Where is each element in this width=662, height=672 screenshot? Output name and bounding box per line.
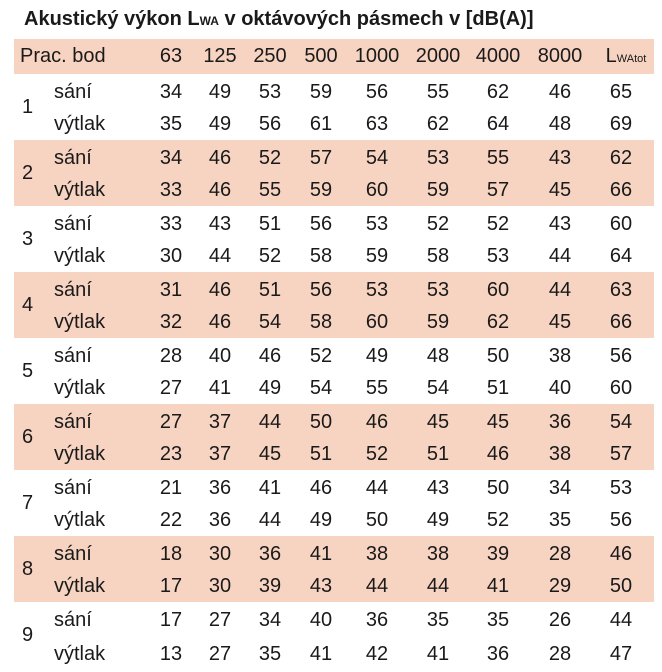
band-value-cell: 18 <box>159 543 183 565</box>
table-header-row <box>14 39 654 74</box>
band-value-cell: 44 <box>365 477 389 499</box>
band-value-cell: 39 <box>486 543 510 565</box>
band-value-cell: 53 <box>258 81 282 103</box>
row-type-label: výtlak <box>54 443 106 465</box>
band-value-cell: 28 <box>548 643 572 665</box>
band-value-cell: 49 <box>365 345 389 367</box>
title-suffix: v oktávových pásmech v [dB(A)] <box>218 8 534 30</box>
header-band: 4000 <box>475 45 521 67</box>
band-value-cell: 49 <box>309 509 333 531</box>
band-value-cell: 50 <box>309 411 333 433</box>
band-value-cell: 61 <box>309 113 333 135</box>
band-value-cell: 44 <box>548 245 572 267</box>
total-value-cell: 65 <box>609 81 633 103</box>
operating-point-number: 4 <box>22 294 34 316</box>
total-value-cell: 66 <box>609 311 633 333</box>
band-value-cell: 53 <box>426 279 450 301</box>
row-type-label: sání <box>54 345 92 367</box>
band-value-cell: 46 <box>365 411 389 433</box>
operating-point-number: 9 <box>22 624 34 646</box>
band-value-cell: 39 <box>258 575 282 597</box>
band-value-cell: 43 <box>208 213 232 235</box>
band-value-cell: 49 <box>426 509 450 531</box>
band-value-cell: 33 <box>159 179 183 201</box>
title-prefix: Akustický výkon L <box>24 8 200 30</box>
band-value-cell: 58 <box>309 311 333 333</box>
band-value-cell: 29 <box>548 575 572 597</box>
band-value-cell: 41 <box>309 643 333 665</box>
band-value-cell: 41 <box>208 377 232 399</box>
band-value-cell: 60 <box>365 311 389 333</box>
band-value-cell: 50 <box>486 345 510 367</box>
total-value-cell: 63 <box>609 279 633 301</box>
band-value-cell: 17 <box>159 575 183 597</box>
band-value-cell: 22 <box>159 509 183 531</box>
band-value-cell: 30 <box>159 245 183 267</box>
band-value-cell: 46 <box>258 345 282 367</box>
operating-point-group <box>14 272 654 338</box>
total-value-cell: 53 <box>609 477 633 499</box>
band-value-cell: 44 <box>426 575 450 597</box>
row-type-label: výtlak <box>54 113 106 135</box>
total-value-cell: 56 <box>609 345 633 367</box>
total-value-cell: 47 <box>609 643 633 665</box>
band-value-cell: 51 <box>426 443 450 465</box>
band-value-cell: 45 <box>548 179 572 201</box>
band-value-cell: 36 <box>548 411 572 433</box>
band-value-cell: 53 <box>426 147 450 169</box>
band-value-cell: 13 <box>159 643 183 665</box>
band-value-cell: 34 <box>258 609 282 631</box>
row-type-label: výtlak <box>54 643 106 665</box>
band-value-cell: 41 <box>258 477 282 499</box>
band-value-cell: 52 <box>258 245 282 267</box>
band-value-cell: 28 <box>548 543 572 565</box>
band-value-cell: 46 <box>208 279 232 301</box>
band-value-cell: 41 <box>486 575 510 597</box>
band-value-cell: 60 <box>486 279 510 301</box>
total-value-cell: 62 <box>609 147 633 169</box>
band-value-cell: 60 <box>365 179 389 201</box>
band-value-cell: 56 <box>309 279 333 301</box>
total-value-cell: 64 <box>609 245 633 267</box>
operating-point-group <box>14 206 654 272</box>
band-value-cell: 56 <box>258 113 282 135</box>
band-value-cell: 46 <box>309 477 333 499</box>
operating-point-group <box>14 74 654 140</box>
band-value-cell: 57 <box>486 179 510 201</box>
row-type-label: sání <box>54 609 92 631</box>
band-value-cell: 54 <box>365 147 389 169</box>
band-value-cell: 51 <box>486 377 510 399</box>
band-value-cell: 50 <box>486 477 510 499</box>
band-value-cell: 53 <box>365 213 389 235</box>
row-type-label: výtlak <box>54 575 106 597</box>
band-value-cell: 35 <box>426 609 450 631</box>
row-type-label: výtlak <box>54 179 106 201</box>
operating-point-number: 5 <box>22 360 34 382</box>
row-type-label: sání <box>54 213 92 235</box>
band-value-cell: 28 <box>159 345 183 367</box>
band-value-cell: 58 <box>309 245 333 267</box>
band-value-cell: 34 <box>159 81 183 103</box>
band-value-cell: 35 <box>258 643 282 665</box>
band-value-cell: 43 <box>426 477 450 499</box>
band-value-cell: 30 <box>208 543 232 565</box>
operating-point-number: 2 <box>22 162 34 184</box>
band-value-cell: 64 <box>486 113 510 135</box>
band-value-cell: 40 <box>309 609 333 631</box>
band-value-cell: 54 <box>258 311 282 333</box>
band-value-cell: 55 <box>258 179 282 201</box>
row-type-label: výtlak <box>54 311 106 333</box>
header-band: 500 <box>304 45 338 67</box>
operating-point-number: 6 <box>22 426 34 448</box>
band-value-cell: 62 <box>486 311 510 333</box>
band-value-cell: 27 <box>159 377 183 399</box>
title-subscript: WA <box>199 14 219 28</box>
band-value-cell: 62 <box>486 81 510 103</box>
sound-power-table <box>14 39 654 672</box>
band-value-cell: 46 <box>486 443 510 465</box>
band-value-cell: 56 <box>365 81 389 103</box>
header-band: 1000 <box>354 45 400 67</box>
band-value-cell: 50 <box>365 509 389 531</box>
row-type-label: sání <box>54 147 92 169</box>
band-value-cell: 46 <box>208 147 232 169</box>
band-value-cell: 26 <box>548 609 572 631</box>
operating-point-group <box>14 602 654 672</box>
total-value-cell: 60 <box>609 213 633 235</box>
band-value-cell: 36 <box>486 643 510 665</box>
band-value-cell: 54 <box>426 377 450 399</box>
band-value-cell: 32 <box>159 311 183 333</box>
band-value-cell: 34 <box>159 147 183 169</box>
band-value-cell: 40 <box>208 345 232 367</box>
band-value-cell: 37 <box>208 443 232 465</box>
band-value-cell: 52 <box>486 213 510 235</box>
band-value-cell: 35 <box>159 113 183 135</box>
band-value-cell: 46 <box>548 81 572 103</box>
band-value-cell: 41 <box>309 543 333 565</box>
operating-point-group <box>14 338 654 404</box>
band-value-cell: 35 <box>486 609 510 631</box>
operating-point-group <box>14 404 654 470</box>
band-value-cell: 57 <box>309 147 333 169</box>
band-value-cell: 44 <box>548 279 572 301</box>
band-value-cell: 59 <box>426 311 450 333</box>
total-value-cell: 56 <box>609 509 633 531</box>
band-value-cell: 23 <box>159 443 183 465</box>
band-value-cell: 48 <box>548 113 572 135</box>
band-value-cell: 52 <box>486 509 510 531</box>
band-value-cell: 35 <box>548 509 572 531</box>
band-value-cell: 38 <box>548 345 572 367</box>
band-value-cell: 63 <box>365 113 389 135</box>
band-value-cell: 41 <box>426 643 450 665</box>
total-value-cell: 50 <box>609 575 633 597</box>
band-value-cell: 55 <box>426 81 450 103</box>
header-total-main: L <box>605 45 617 67</box>
band-value-cell: 38 <box>548 443 572 465</box>
band-value-cell: 51 <box>258 213 282 235</box>
band-value-cell: 38 <box>365 543 389 565</box>
header-total <box>591 44 661 71</box>
row-type-label: sání <box>54 279 92 301</box>
band-value-cell: 44 <box>365 575 389 597</box>
header-total-subscript: WAtot <box>616 53 647 65</box>
band-value-cell: 36 <box>365 609 389 631</box>
band-value-cell: 44 <box>258 411 282 433</box>
table-body <box>14 74 654 672</box>
total-value-cell: 44 <box>609 609 633 631</box>
operating-point-number: 1 <box>22 96 34 118</box>
band-value-cell: 51 <box>258 279 282 301</box>
total-value-cell: 69 <box>609 113 633 135</box>
band-value-cell: 45 <box>486 411 510 433</box>
total-value-cell: 66 <box>609 179 633 201</box>
band-value-cell: 48 <box>426 345 450 367</box>
band-value-cell: 43 <box>548 147 572 169</box>
band-value-cell: 38 <box>426 543 450 565</box>
band-value-cell: 36 <box>208 509 232 531</box>
row-type-label: výtlak <box>54 509 106 531</box>
row-type-label: výtlak <box>54 377 106 399</box>
band-value-cell: 52 <box>309 345 333 367</box>
operating-point-group <box>14 140 654 206</box>
row-type-label: výtlak <box>54 245 106 267</box>
band-value-cell: 27 <box>208 609 232 631</box>
header-band: 250 <box>253 45 287 67</box>
band-value-cell: 51 <box>309 443 333 465</box>
row-type-label: sání <box>54 543 92 565</box>
band-value-cell: 31 <box>159 279 183 301</box>
total-value-cell: 57 <box>609 443 633 465</box>
band-value-cell: 45 <box>258 443 282 465</box>
operating-point-number: 7 <box>22 492 34 514</box>
band-value-cell: 55 <box>486 147 510 169</box>
operating-point-number: 8 <box>22 558 34 580</box>
band-value-cell: 59 <box>365 245 389 267</box>
band-value-cell: 49 <box>208 113 232 135</box>
header-band: 8000 <box>537 45 583 67</box>
header-band: 2000 <box>415 45 461 67</box>
header-band: 63 <box>159 45 183 67</box>
band-value-cell: 59 <box>426 179 450 201</box>
band-value-cell: 42 <box>365 643 389 665</box>
band-value-cell: 52 <box>365 443 389 465</box>
band-value-cell: 46 <box>208 179 232 201</box>
band-value-cell: 45 <box>426 411 450 433</box>
table-title <box>24 8 534 31</box>
band-value-cell: 44 <box>208 245 232 267</box>
band-value-cell: 58 <box>426 245 450 267</box>
band-value-cell: 33 <box>159 213 183 235</box>
band-value-cell: 53 <box>486 245 510 267</box>
band-value-cell: 27 <box>159 411 183 433</box>
band-value-cell: 56 <box>309 213 333 235</box>
total-value-cell: 54 <box>609 411 633 433</box>
band-value-cell: 21 <box>159 477 183 499</box>
band-value-cell: 40 <box>548 377 572 399</box>
band-value-cell: 44 <box>258 509 282 531</box>
band-value-cell: 59 <box>309 81 333 103</box>
band-value-cell: 55 <box>365 377 389 399</box>
row-type-label: sání <box>54 81 92 103</box>
operating-point-group <box>14 536 654 602</box>
band-value-cell: 62 <box>426 113 450 135</box>
band-value-cell: 52 <box>426 213 450 235</box>
band-value-cell: 59 <box>309 179 333 201</box>
row-type-label: sání <box>54 411 92 433</box>
band-value-cell: 49 <box>258 377 282 399</box>
operating-point-number: 3 <box>22 228 34 250</box>
band-value-cell: 52 <box>258 147 282 169</box>
band-value-cell: 53 <box>365 279 389 301</box>
operating-point-group <box>14 470 654 536</box>
total-value-cell: 60 <box>609 377 633 399</box>
band-value-cell: 36 <box>208 477 232 499</box>
band-value-cell: 43 <box>548 213 572 235</box>
band-value-cell: 45 <box>548 311 572 333</box>
header-band: 125 <box>203 45 237 67</box>
band-value-cell: 30 <box>208 575 232 597</box>
row-type-label: sání <box>54 477 92 499</box>
header-operating-point: Prac. bod <box>20 45 106 67</box>
band-value-cell: 34 <box>548 477 572 499</box>
band-value-cell: 27 <box>208 643 232 665</box>
band-value-cell: 49 <box>208 81 232 103</box>
band-value-cell: 17 <box>159 609 183 631</box>
band-value-cell: 37 <box>208 411 232 433</box>
band-value-cell: 46 <box>208 311 232 333</box>
band-value-cell: 36 <box>258 543 282 565</box>
total-value-cell: 46 <box>609 543 633 565</box>
band-value-cell: 54 <box>309 377 333 399</box>
band-value-cell: 43 <box>309 575 333 597</box>
